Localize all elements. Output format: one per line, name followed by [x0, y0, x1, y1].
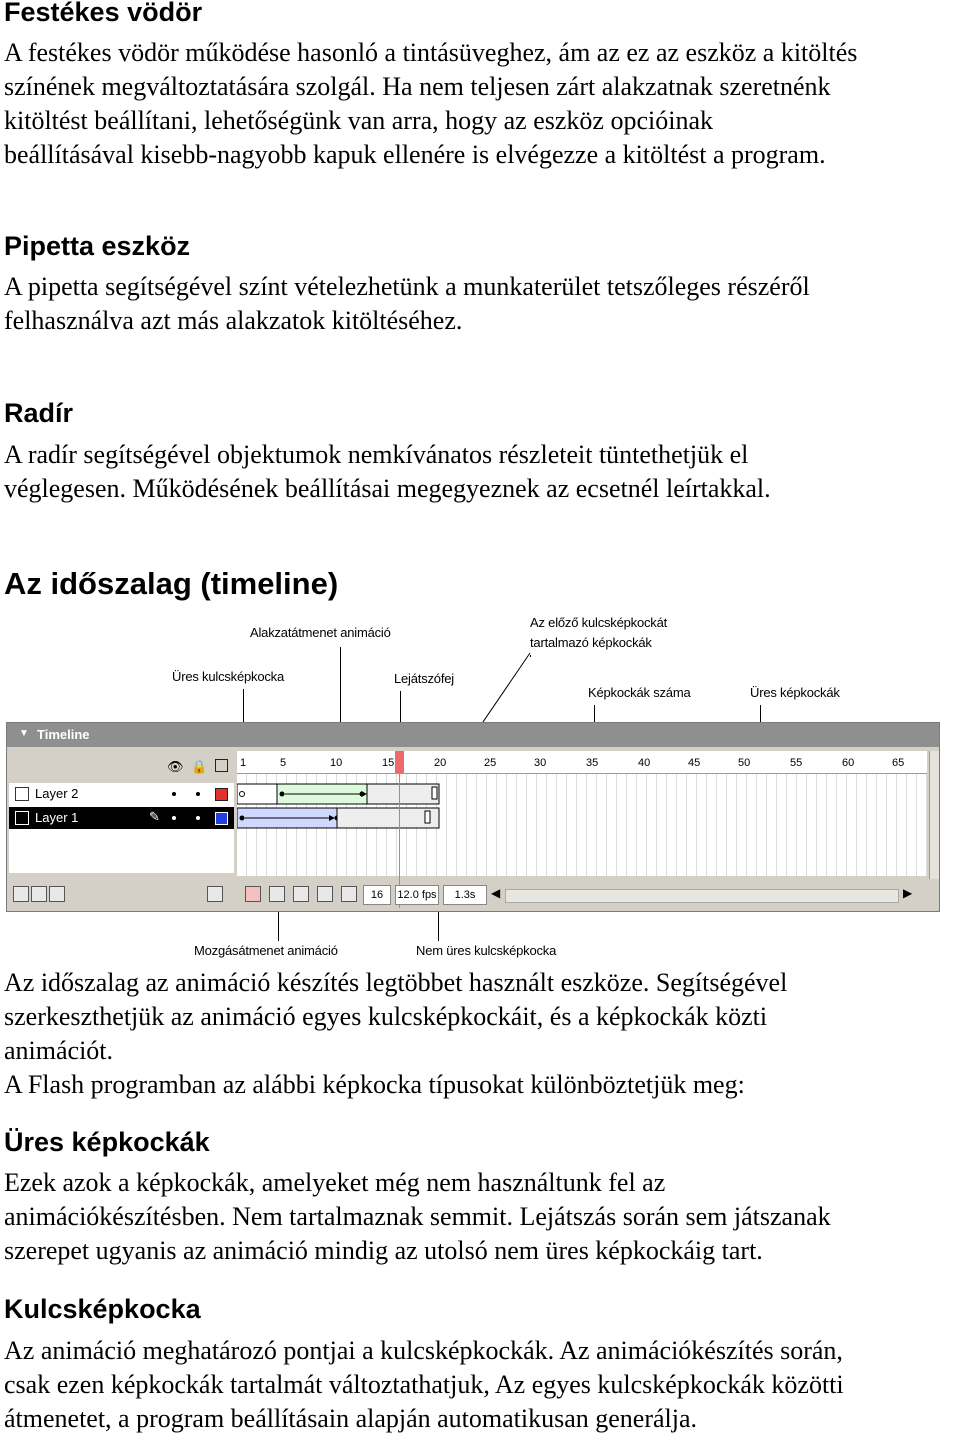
layer-icon	[15, 811, 29, 825]
vertical-scrollbar[interactable]	[929, 751, 939, 879]
center-frame-icon[interactable]	[245, 886, 261, 902]
paragraph-intro	[4, 966, 787, 1102]
text-line: színének megváltoztatására szolgál. Ha nem teljesen zárt alakzatnak szeretnénk	[4, 72, 831, 101]
ruler-tick: 55	[790, 757, 803, 769]
heading-idoszalag: Az időszalag (timeline)	[4, 566, 339, 601]
paragraph-pipetta	[4, 270, 810, 338]
layer-name[interactable]: Layer 1	[35, 810, 79, 825]
collapse-arrow-icon[interactable]: ▼	[19, 728, 29, 739]
paragraph-radir	[4, 438, 771, 506]
lock-dot-icon[interactable]	[196, 792, 200, 796]
ruler-tick: 25	[484, 757, 497, 769]
current-frame-field: 16	[363, 885, 391, 905]
text-line: csak ezen képkockák tartalmát változtathatjuk, Az egyes kulcsképkockák közötti	[4, 1370, 844, 1399]
callout-empty-frame: Üres képkockák	[750, 685, 840, 700]
layer-2-frame-strip	[237, 783, 447, 805]
timeline-status-bar	[7, 881, 939, 909]
layers-panel	[9, 783, 234, 873]
ruler-tick: 50	[738, 757, 751, 769]
text-line: Ezek azok a képkockák, amelyeket még nem használtunk fel az	[4, 1168, 666, 1197]
edit-multiple-frames-icon[interactable]	[317, 886, 333, 902]
heading-kulcskepkocka: Kulcsképkocka	[4, 1294, 201, 1324]
layer-name[interactable]: Layer 2	[35, 786, 79, 801]
callout-prev-keyframe-1: Az előző kulcsképkockát	[530, 615, 668, 630]
ruler-tick: 1	[240, 757, 247, 769]
callout-motion-tween: Mozgásátmenet animáció	[194, 943, 338, 958]
text-line: A radír segítségével objektumok nemkívánatos részleteit tüntethetjük el	[4, 440, 749, 469]
text-line: A pipetta segítségével színt vételezhetünk a munkaterület tetszőleges részéről	[4, 272, 810, 301]
frame-ruler[interactable]	[237, 751, 927, 774]
paragraph-ures-kepkockak	[4, 1166, 831, 1268]
visibility-dot-icon[interactable]	[172, 792, 176, 796]
ruler-tick: 15	[382, 757, 395, 769]
outline-color-icon[interactable]	[215, 788, 228, 801]
layer-1-frames	[237, 807, 447, 829]
text-line: átmenetet, a program beállításain alapján automatikusan generálja.	[4, 1404, 698, 1433]
callout-non-empty-keyframe: Nem üres kulcsképkocka	[416, 943, 557, 958]
frames-area	[237, 751, 927, 876]
onion-skin-outlines-icon[interactable]	[293, 886, 309, 902]
text-line: Az időszalag az animáció készítés legtöbbet használt eszköze. Segítségével	[4, 968, 788, 997]
callout-prev-keyframe-2: tartalmazó képkockák	[530, 635, 652, 650]
heading-festekes-vodor: Festékes vödör	[4, 0, 203, 27]
layer-row-2[interactable]	[9, 783, 234, 805]
layer-icon	[15, 787, 29, 801]
eye-icon[interactable]: 👁	[167, 759, 184, 774]
paragraph-festekes-vodor	[4, 36, 857, 172]
ruler-tick: 60	[842, 757, 855, 769]
onion-skin-icon[interactable]	[269, 886, 285, 902]
horizontal-scrollbar[interactable]	[505, 889, 899, 903]
playhead[interactable]	[395, 751, 404, 773]
callout-playhead: Lejátszófej	[394, 671, 454, 686]
insert-folder-icon[interactable]	[49, 886, 65, 902]
trash-icon[interactable]	[207, 886, 223, 902]
paragraph-kulcskepkocka	[4, 1334, 844, 1436]
text-line: A festékes vödör működése hasonló a tintásüveghez, ám az ez az eszköz a kitöltés	[4, 38, 858, 67]
text-line: Az animáció meghatározó pontjai a kulcsképkockák. Az animációkészítés során,	[4, 1336, 843, 1365]
ruler-tick: 5	[280, 757, 287, 769]
outline-icon[interactable]	[215, 759, 228, 772]
ruler-tick: 45	[688, 757, 701, 769]
visibility-dot-icon[interactable]	[172, 816, 176, 820]
text-line: animációt.	[4, 1036, 114, 1065]
ruler-tick: 20	[434, 757, 447, 769]
layer-row-1[interactable]	[9, 807, 234, 829]
layer-2-frames	[237, 783, 447, 805]
heading-pipetta: Pipetta eszköz	[4, 231, 191, 261]
lock-dot-icon[interactable]	[196, 816, 200, 820]
scroll-right-icon[interactable]: ▶	[903, 886, 913, 900]
add-guide-layer-icon[interactable]	[31, 886, 47, 902]
text-line: A Flash programban az alábbi képkocka típusokat különböztetjük meg:	[4, 1070, 745, 1099]
timeline-figure	[0, 605, 960, 965]
text-line: szerkeszthetjük az animáció egyes kulcsképkockáit, és a képkockák közti	[4, 1002, 768, 1031]
callout-frame-number: Képkockák száma	[588, 685, 691, 700]
ruler-tick: 35	[586, 757, 599, 769]
elapsed-time-field: 1.3s	[443, 885, 487, 905]
frame-rate-field: 12.0 fps	[395, 885, 439, 905]
text-line: szerepet ugyanis az animáció mindig az utolsó nem üres képkockáig tart.	[4, 1236, 763, 1265]
text-line: kitöltést beállítani, lehetőségünk van arra, hogy az eszköz opcióinak	[4, 106, 713, 135]
scroll-left-icon[interactable]: ◀	[491, 886, 501, 900]
layer-1-frame-strip	[237, 807, 447, 829]
timeline-title-bar[interactable]	[7, 723, 939, 747]
modify-onion-markers-icon[interactable]	[341, 886, 357, 902]
heading-radir: Radír	[4, 398, 74, 428]
text-line: animációkészítésben. Nem tartalmaznak semmit. Lejátszás során sem játszanak	[4, 1202, 831, 1231]
timeline-title: Timeline	[37, 727, 90, 742]
heading-ures-kepkockak: Üres képkockák	[4, 1127, 210, 1157]
callout-shape-tween: Alakzatátmenet animáció	[250, 625, 391, 640]
ruler-tick: 10	[330, 757, 343, 769]
callout-empty-keyframe: Üres kulcsképkocka	[172, 669, 284, 684]
ruler-tick: 65	[892, 757, 905, 769]
ruler-tick: 40	[638, 757, 651, 769]
ruler-tick: 30	[534, 757, 547, 769]
timeline-panel	[6, 722, 940, 912]
text-line: felhasználva azt más alakzatok kitöltéséhez.	[4, 306, 463, 335]
text-line: véglegesen. Működésének beállításai megegyeznek az ecsetnél leírtakkal.	[4, 474, 771, 503]
text-line: beállításával kisebb-nagyobb kapuk ellenére is elvégezze a kitöltést a program.	[4, 140, 826, 169]
pencil-icon: ✎	[149, 809, 160, 824]
lock-icon[interactable]: 🔒	[191, 759, 208, 774]
outline-color-icon[interactable]	[215, 812, 228, 825]
insert-layer-icon[interactable]	[13, 886, 29, 902]
